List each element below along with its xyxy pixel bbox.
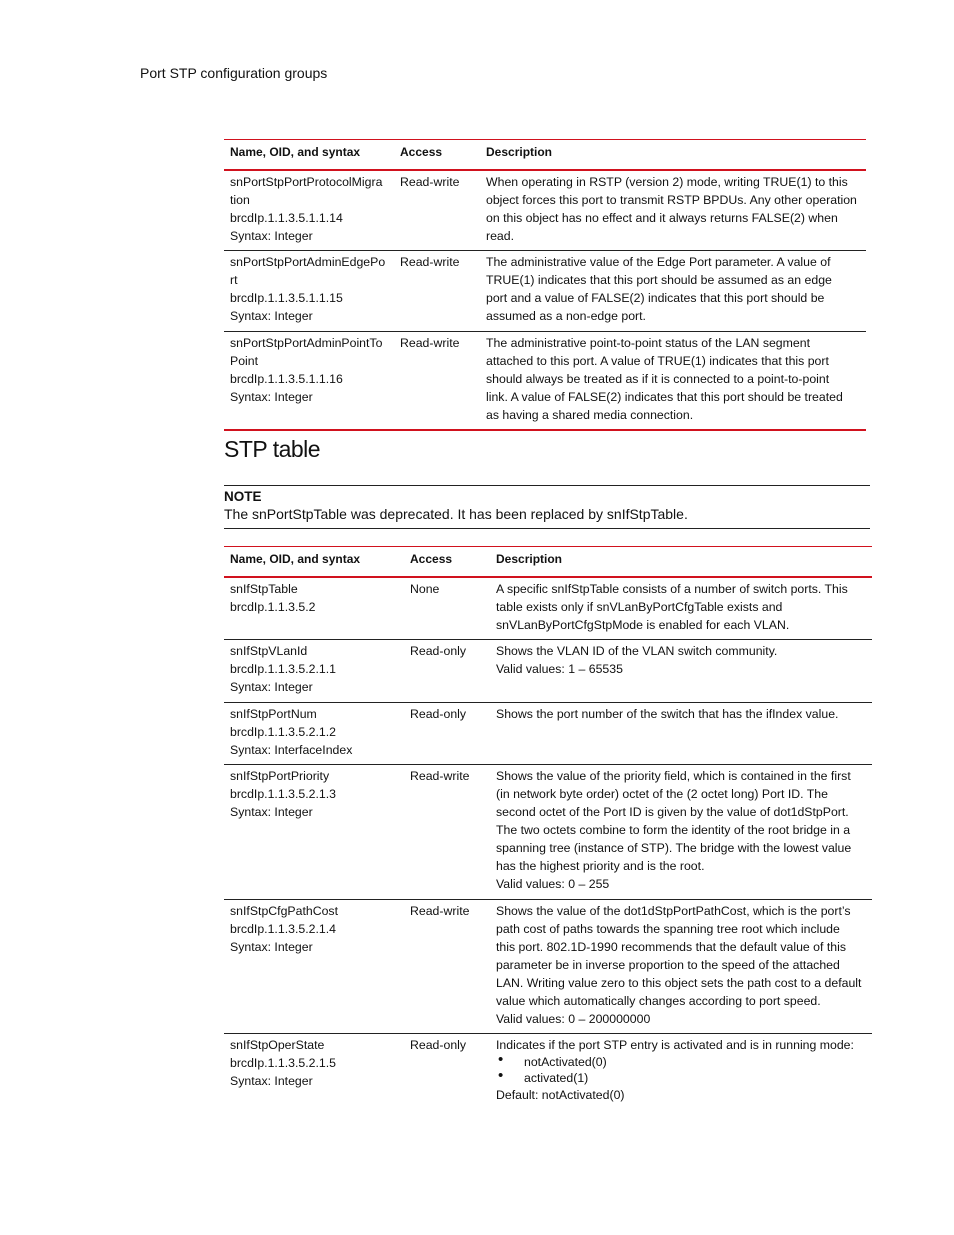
name-line: Syntax: Integer xyxy=(230,939,313,954)
cell-name xyxy=(224,1034,404,1110)
description-line: When operating in RSTP (version 2) mode, writing TRUE(1) to this xyxy=(486,174,848,189)
cell-description xyxy=(490,640,872,703)
description-line: second octet of the Port ID is given by the value of dot1dStpPort. xyxy=(496,805,849,819)
name-line: snIfStpTable xyxy=(230,581,298,596)
cell-description xyxy=(490,577,872,640)
name-line: brcdIp.1.1.3.5.1.1.16 xyxy=(230,371,343,386)
table-header-row xyxy=(224,547,872,577)
description-text xyxy=(496,903,866,1028)
description-text xyxy=(496,706,866,723)
table-row xyxy=(224,331,866,430)
column-header-name: Name, OID, and syntax xyxy=(224,547,404,577)
running-head: Port STP configuration groups xyxy=(140,65,328,81)
description-line: assumed as a non-edge port. xyxy=(486,309,646,323)
description-line: Shows the value of the priority field, which is contained in the first xyxy=(496,769,851,783)
name-line: Syntax: Integer xyxy=(230,389,313,404)
description-line: link. A value of FALSE(2) indicates that this port should be treated xyxy=(486,389,843,404)
description-line: this port. 802.1D-1990 recommends that the default value of this xyxy=(496,939,846,954)
description-text xyxy=(486,174,860,245)
port-stp-table xyxy=(224,139,866,431)
name-line: snIfStpPortPriority xyxy=(230,769,330,783)
name-line: Syntax: Integer xyxy=(230,805,313,819)
name-line: snIfStpCfgPathCost xyxy=(230,903,338,918)
description-line: (in network byte order) octet of the (2 octet long) Port ID. The xyxy=(496,787,828,801)
cell-name xyxy=(224,640,404,703)
name-line: brcdIp.1.1.3.5.2.1.5 xyxy=(230,1056,336,1070)
table-body xyxy=(224,170,866,431)
cell-access: None xyxy=(404,577,490,640)
description-line: value which automatically changes according to port speed. xyxy=(496,993,821,1008)
description-text xyxy=(496,581,866,634)
description-line: port and a value of FALSE(2) indicates that this port should be xyxy=(486,291,825,305)
description-line: parameter be in inverse proportion to the speed of the attached xyxy=(496,957,840,972)
name-line: snPortStpPortAdminEdgePo xyxy=(230,255,386,269)
name-line: Syntax: Integer xyxy=(230,228,313,243)
cell-access: Read-write xyxy=(404,899,490,1034)
name-line: snPortStpPortAdminPointTo xyxy=(230,335,383,350)
table-row xyxy=(224,1034,872,1110)
description-text xyxy=(486,335,860,424)
column-header-access: Access xyxy=(394,140,480,170)
description-line: LAN. Writing value zero to this object sets the path cost to a default xyxy=(496,975,862,990)
cell-description xyxy=(490,702,872,765)
cell-name xyxy=(224,899,404,1034)
description-line: read. xyxy=(486,228,515,243)
cell-access: Read-only xyxy=(404,702,490,765)
description-line: attached to this port. A value of TRUE(1) indicates that this port xyxy=(486,353,829,368)
cell-description xyxy=(480,251,866,332)
name-line: snIfStpVLanId xyxy=(230,644,308,658)
column-header-name: Name, OID, and syntax xyxy=(224,140,394,170)
description-text xyxy=(496,643,866,678)
table-row xyxy=(224,577,872,640)
name-line: brcdIp.1.1.3.5.1.1.14 xyxy=(230,210,343,225)
description-line: Default: notActivated(0) xyxy=(496,1087,625,1102)
description-line: path cost of paths towards the spanning tree root which include xyxy=(496,921,840,936)
column-header-access: Access xyxy=(404,547,490,577)
description-line: Indicates if the port STP entry is activated and is in running mode: xyxy=(496,1038,854,1052)
name-line: snIfStpPortNum xyxy=(230,706,317,721)
description-line: snVLanByPortCfgStpMode is enabled for each VLAN. xyxy=(496,617,790,632)
name-line: rt xyxy=(230,273,238,287)
description-line: spanning tree (instance of STP). The bridge with the lowest value xyxy=(496,841,852,855)
name-line: snPortStpPortProtocolMigra xyxy=(230,174,383,189)
name-line: brcdIp.1.1.3.5.2.1.2 xyxy=(230,724,336,739)
cell-access: Read-write xyxy=(394,331,480,430)
cell-name xyxy=(224,765,404,900)
description-line: should always be treated as if it is connected to a point-to-point xyxy=(486,371,830,386)
column-header-description: Description xyxy=(480,140,866,170)
list-item: • notActivated(0) xyxy=(496,1054,866,1071)
description-line: The two octets combine to form the identity of the root bridge in a xyxy=(496,823,851,837)
name-line: Syntax: Integer xyxy=(230,680,313,694)
table-row xyxy=(224,251,866,332)
table-row xyxy=(224,640,872,703)
stp-table xyxy=(224,546,872,1109)
name-line: tion xyxy=(230,192,250,207)
name-line: Syntax: Integer xyxy=(230,309,313,323)
description-line: Shows the value of the dot1dStpPortPathCost, which is the port’s xyxy=(496,903,851,918)
description-text xyxy=(486,254,860,325)
name-line: Syntax: Integer xyxy=(230,1074,313,1088)
description-line: Shows the port number of the switch that has the ifIndex value. xyxy=(496,706,839,721)
cell-name xyxy=(224,702,404,765)
name-line: brcdIp.1.1.3.5.2.1.3 xyxy=(230,787,336,801)
description-line: object forces this port to transmit RSTP BPDUs. Any other operation xyxy=(486,192,857,207)
name-line: brcdIp.1.1.3.5.1.1.15 xyxy=(230,291,343,305)
name-line: brcdIp.1.1.3.5.2.1.4 xyxy=(230,921,336,936)
bullet-list xyxy=(496,1054,866,1087)
name-line: Syntax: InterfaceIndex xyxy=(230,742,353,757)
description-line: Shows the VLAN ID of the VLAN switch community. xyxy=(496,644,778,658)
table-row xyxy=(224,702,872,765)
description-line: on this object has no effect and it always returns FALSE(2) when xyxy=(486,210,838,225)
cell-access: Read-only xyxy=(404,640,490,703)
list-item: • activated(1) xyxy=(496,1070,866,1087)
description-line: TRUE(1) indicates that this port should be assumed as an edge xyxy=(486,273,832,287)
cell-description xyxy=(480,331,866,430)
cell-access: Read-write xyxy=(404,765,490,900)
description-line: Valid values: 0 – 200000000 xyxy=(496,1011,651,1026)
cell-name xyxy=(224,331,394,430)
note-text: The snPortStpTable was deprecated. It has been replaced by snIfStpTable. xyxy=(224,506,688,522)
table-row xyxy=(224,899,872,1034)
name-line: snIfStpOperState xyxy=(230,1038,325,1052)
description-line: A specific snIfStpTable consists of a number of switch ports. This xyxy=(496,581,848,596)
cell-access: Read-only xyxy=(410,1038,467,1052)
cell-name xyxy=(224,251,394,332)
cell-description xyxy=(480,170,866,251)
description-line: The administrative point-to-point status of the LAN segment xyxy=(486,335,810,350)
note-box xyxy=(224,485,870,529)
cell-description xyxy=(490,899,872,1034)
cell-name xyxy=(224,577,404,640)
cell-name xyxy=(224,170,394,251)
table-body xyxy=(224,577,872,1110)
description-line: Valid values: 1 – 65535 xyxy=(496,662,623,676)
table-row xyxy=(224,170,866,251)
cell-access: Read-write xyxy=(394,251,480,332)
table-header-row xyxy=(224,140,866,170)
description-line: has the highest priority and is the root. xyxy=(496,859,705,873)
description-line: as having a shared media connection. xyxy=(486,407,694,422)
description-line: table exists only if snVLanByPortCfgTable exists and xyxy=(496,599,783,614)
description-line: Valid values: 0 – 255 xyxy=(496,877,610,891)
table-row xyxy=(224,765,872,900)
cell-access: Read-write xyxy=(394,170,480,251)
note-label: NOTE xyxy=(224,489,262,504)
section-title: STP table xyxy=(224,436,321,462)
description-line: The administrative value of the Edge Port parameter. A value of xyxy=(486,255,831,269)
column-header-description: Description xyxy=(490,547,872,577)
cell-description xyxy=(490,765,872,900)
description-text xyxy=(496,768,866,893)
description-text xyxy=(496,1037,866,1054)
name-line: Point xyxy=(230,353,259,368)
cell-description xyxy=(490,1034,872,1110)
name-line: brcdIp.1.1.3.5.2 xyxy=(230,599,316,614)
name-line: brcdIp.1.1.3.5.2.1.1 xyxy=(230,662,336,676)
